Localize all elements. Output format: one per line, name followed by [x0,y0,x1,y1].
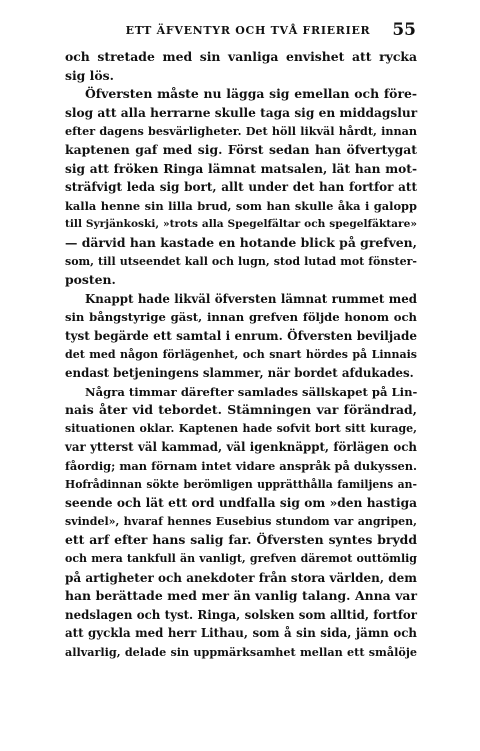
text-line: efter dagens besvärligheter. Det höll likväl hårdt, innan [65,124,417,139]
text-line: och mera tankfull än vanligt, grefven däremot outtömlig [65,552,417,566]
text-line: nais åter vid tebordet. Stämningen var förändrad, [65,402,417,418]
text-line: kaptenen gaf med sig. Först sedan han öfvertygat [65,141,417,157]
text-line: sig lös. [65,67,114,83]
text-line: han berättade med mer än vanlig talang. Anna var [65,588,417,604]
text-line: Några timmar därefter samlades sällskapet på Lin- [85,384,418,399]
text-line: Knappt hade likväl öfversten lämnat rummet med [85,291,417,306]
text-line: slog att alla herrarne skulle taga sig en middagslur [65,105,418,120]
text-line: endast betjeningens slammer, när bordet afdukades. [65,366,414,381]
text-line: tyst begärde ett samtal i enrum. Öfversten beviljade [65,328,417,343]
text-line: ett arf efter hans salig far. Öfversten syntes brydd [65,532,417,548]
text-line: på artigheter och anekdoter från stora världen, dem [65,570,417,585]
text-line: var ytterst väl kammad, väl igenknäppt, förlägen och [65,440,417,455]
text-line: att gyckla med herr Lithau, som å sin sida, jämn och [65,626,417,641]
running-title: ETT ÄFVENTYR OCH TVÅ FRIERIER [125,24,371,37]
body-text [65,48,417,662]
text-line: kalla henne sin lilla brud, som han skulle åka i galopp [65,198,417,213]
text-line: sträfvigt leda sig bort, allt under det han fortfor att [65,180,417,195]
text-line: svindel», hvaraf hennes Eusebius stundom var angripen, [65,514,417,528]
text-line: som, till utseendet kall och lugn, stod lutad mot fönster- [65,254,417,268]
text-line: sin bångstyrige gäst, innan grefven följde honom och [65,310,417,325]
text-line: fåordig; man förnam intet vidare anspråk på dukyssen. [65,459,417,474]
page-number: 55 [392,20,416,40]
text-line: situationen oklar. Kaptenen hade sofvit bort sitt kurage, [65,421,417,435]
text-line: det med någon förlägenhet, och snart hördes på Linnais [65,347,417,361]
text-line: Hofrådinnan sökte berömligen upprätthålla familjens an- [65,477,417,491]
text-line: allvarlig, delade sin uppmärksamhet mellan ett smålöje [65,645,417,659]
text-line: — därvid han kastade en hotande blick på grefven, [65,234,417,250]
text-line: till Syrjänkoski, »trots alla Spegelfältar och spegelfäktare» [65,218,417,231]
text-line: sig att fröken Ringa lämnat matsalen, lät han mot- [65,161,417,176]
text-line: Öfversten måste nu lägga sig emellan och före- [85,86,417,102]
text-line: seende och lät ett ord undfalla sig om »den hastiga [65,496,417,511]
text-line: posten. [65,272,116,288]
running-head [80,20,416,40]
text-line: nedslagen och tyst. Ringa, solsken som alltid, fortfor [65,607,417,622]
text-line: och stretade med sin vanliga envishet att rycka [65,49,417,64]
